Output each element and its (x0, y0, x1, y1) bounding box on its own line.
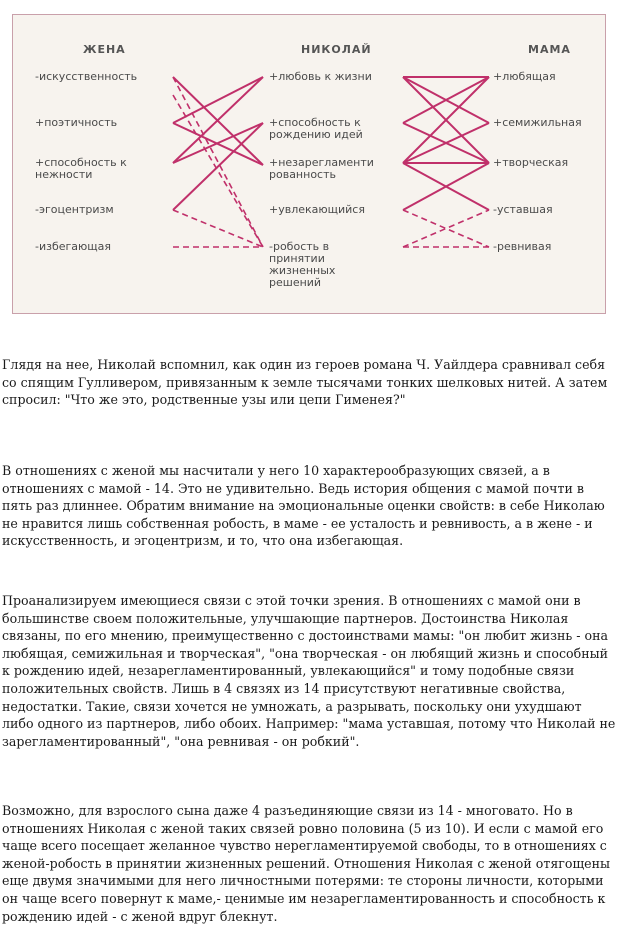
nikolai-column-title: НИКОЛАЙ (301, 43, 372, 56)
wife-trait: +способность к нежности (35, 156, 127, 181)
nikolai-trait: +увлекающийся (269, 203, 365, 216)
mother-trait: -уставшая (493, 203, 553, 216)
paragraph (2, 356, 616, 409)
link-wife-nikolai (173, 77, 263, 123)
link-wife-nikolai-negative (173, 95, 263, 247)
paragraph (2, 592, 616, 750)
wife-trait: -избегающая (35, 240, 112, 253)
link-wife-nikolai (173, 123, 263, 210)
relationship-diagram (12, 14, 606, 314)
paragraph-text: Возможно, для взрослого сына даже 4 разъединяющие связи из 14 - многовато. Но в отношениях Николая с женой таких связей ровно половина (5 из 10). И если с мамой его чаще всего посещает желанное чувство нерегламентируемой свободы, то в отношениях с женой-робость в принятии жизненных решений. Отношения Николая с женой отягощены еще двумя значимыми для него личностными потерями: те стороны личности, которыми он чаще всего повернут к маме,- ценимые им незарегламентированность и способность к рождению идей - с женой вдруг блекнут. (2, 803, 611, 924)
paragraph (2, 802, 616, 925)
link-wife-nikolai-negative (173, 210, 263, 247)
nikolai-trait: +любовь к жизни (269, 70, 372, 83)
wife-column-title: ЖЕНА (83, 43, 126, 56)
mother-trait: -ревнивая (493, 240, 552, 253)
mother-trait: +любящая (493, 70, 556, 83)
mother-trait: +творческая (493, 156, 569, 169)
nikolai-trait: +незарегламентированность (269, 156, 374, 181)
wife-trait: -искусственность (35, 70, 138, 83)
mother-column-title: МАМА (528, 43, 571, 56)
paragraph-text: В отношениях с женой мы насчитали у него 10 характерообразующих связей, а в отношениях с мамой - 14. Это не удивительно. Ведь история общения с мамой почти в пять раз длиннее. Обратим внимание на эмоциональные оценки свойств: в себе Николаю не нравится лишь собственная робость, в маме - ее усталость и ревнивость, а в жене - и искусственность, и эгоцентризм, и то, что она избегающая. (2, 463, 605, 549)
paragraph (2, 462, 616, 550)
paragraph-text: Глядя на нее, Николай вспомнил, как один из героев романа Ч. Уайлдера сравнивал себя со спящим Гулливером, привязанным к земле тысячами тонких шелковых нитей. А затем спросил: "Что же это, родственные узы или цепи Гименея?" (2, 357, 608, 408)
wife-trait: -эгоцентризм (35, 203, 114, 216)
link-wife-nikolai-negative (173, 77, 263, 247)
mother-trait: +семижильная (493, 116, 582, 129)
wife-trait: +поэтичность (35, 116, 118, 129)
nikolai-trait: +способность к рождению идей (269, 116, 363, 141)
nikolai-trait: -робость в принятии жизненных решений (269, 240, 336, 289)
paragraph-text: Проанализируем имеющиеся связи с этой точки зрения. В отношениях с мамой они в большинстве своем положительные, улучшающие партнеров. Достоинства Николая связаны, по его мнению, преимущественно с достоинствами мамы: "он любит жизнь - она любящая, семижильная и творческая", "она творческая - он любящий жизнь и способный к рождению идей, незарегламентированный, увлекающийся" и тому подобные связи положительных свойств. Лишь в 4 связях из 14 присутствуют негативные свойства, недостатки. Такие, связи хочется не умножать, а разрывать, поскольку они ухудшают либо одного из партнеров, либо обоих. Например: "мама уставшая, потому что Николай не зарегламентированный", "она ревнивая - он робкий". (2, 593, 616, 749)
